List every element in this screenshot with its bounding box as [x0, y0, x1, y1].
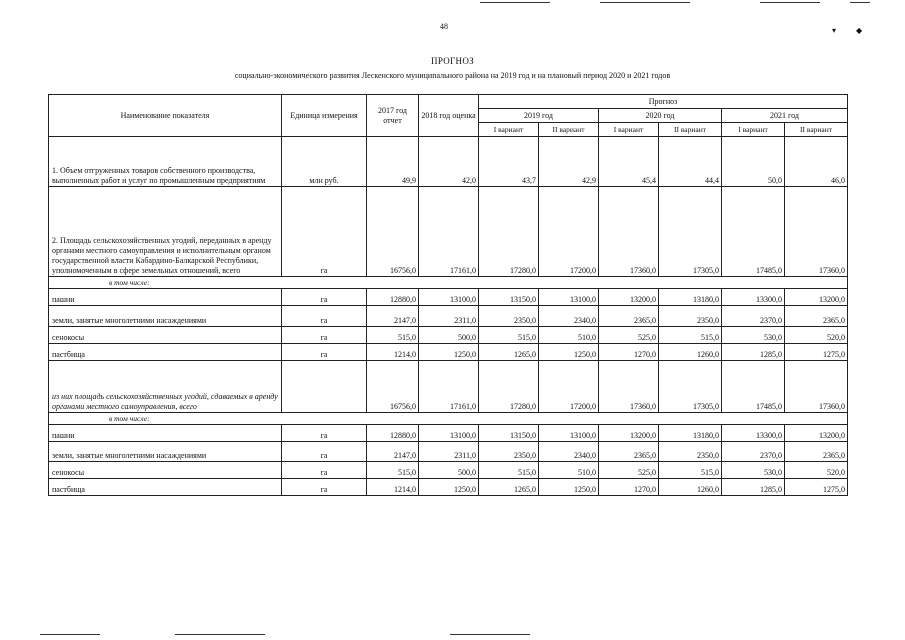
including-label: в том числе: — [49, 413, 848, 425]
header-2020: 2020 год — [599, 109, 722, 123]
header-2019: 2019 год — [479, 109, 599, 123]
indicator-unit: га — [282, 327, 367, 344]
value-cell: 13300,0 — [722, 425, 785, 442]
forecast-table — [48, 94, 848, 496]
table-row — [49, 344, 848, 361]
value-cell: 525,0 — [599, 327, 659, 344]
value-cell: 525,0 — [599, 462, 659, 479]
value-cell: 13150,0 — [479, 289, 539, 306]
scan-mark: ▾ — [832, 26, 837, 35]
value-cell: 1260,0 — [659, 344, 722, 361]
value-cell: 500,0 — [419, 327, 479, 344]
value-cell: 500,0 — [419, 462, 479, 479]
header-variant-2: II вариант — [539, 123, 599, 137]
value-cell: 2147,0 — [367, 306, 419, 327]
value-cell: 17360,0 — [785, 361, 848, 413]
value-cell: 515,0 — [659, 462, 722, 479]
value-cell: 45,4 — [599, 137, 659, 187]
value-cell: 13180,0 — [659, 289, 722, 306]
value-cell: 2147,0 — [367, 442, 419, 462]
indicator-unit: млн руб. — [282, 137, 367, 187]
indicator-name: земли, занятые многолетними насаждениями — [49, 306, 282, 327]
value-cell: 1250,0 — [539, 479, 599, 496]
indicator-name: пашни — [49, 289, 282, 306]
header-2018: 2018 год оценка — [419, 95, 479, 137]
value-cell: 17305,0 — [659, 361, 722, 413]
indicator-unit: га — [282, 462, 367, 479]
value-cell: 2311,0 — [419, 306, 479, 327]
value-cell: 1270,0 — [599, 479, 659, 496]
value-cell: 44,4 — [659, 137, 722, 187]
value-cell: 515,0 — [367, 327, 419, 344]
indicator-unit: га — [282, 187, 367, 277]
indicator-name: сенокосы — [49, 327, 282, 344]
indicator-unit: га — [282, 289, 367, 306]
value-cell: 515,0 — [367, 462, 419, 479]
table-row — [49, 327, 848, 344]
scan-edge-line — [760, 2, 820, 3]
value-cell: 520,0 — [785, 462, 848, 479]
scan-edge-line — [850, 2, 870, 3]
value-cell: 17485,0 — [722, 187, 785, 277]
value-cell: 2340,0 — [539, 442, 599, 462]
indicator-name: пашни — [49, 425, 282, 442]
value-cell: 1285,0 — [722, 479, 785, 496]
scan-edge-line — [600, 2, 690, 3]
header-2017: 2017 год отчет — [367, 95, 419, 137]
indicator-name: 1. Объем отгруженных товаров собственного производства, выполненных работ и услуг по промышленным предприятиям — [49, 137, 282, 187]
header-forecast: Прогноз — [479, 95, 848, 109]
including-label: в том числе: — [49, 277, 848, 289]
value-cell: 2350,0 — [479, 442, 539, 462]
header-2021: 2021 год — [722, 109, 848, 123]
header-variant-2: II вариант — [785, 123, 848, 137]
value-cell: 2365,0 — [785, 306, 848, 327]
value-cell: 1250,0 — [539, 344, 599, 361]
scan-mark: ◆ — [856, 26, 863, 35]
indicator-unit: га — [282, 306, 367, 327]
header-variant-1: I вариант — [722, 123, 785, 137]
header-variant-1: I вариант — [479, 123, 539, 137]
value-cell: 1214,0 — [367, 479, 419, 496]
value-cell: 515,0 — [659, 327, 722, 344]
value-cell: 17200,0 — [539, 187, 599, 277]
value-cell: 2340,0 — [539, 306, 599, 327]
indicator-name: пастбища — [49, 479, 282, 496]
value-cell: 46,0 — [785, 137, 848, 187]
value-cell: 2365,0 — [599, 442, 659, 462]
value-cell: 16756,0 — [367, 361, 419, 413]
value-cell: 13200,0 — [599, 289, 659, 306]
value-cell: 1265,0 — [479, 479, 539, 496]
value-cell: 13150,0 — [479, 425, 539, 442]
header-variant-1: I вариант — [599, 123, 659, 137]
value-cell: 2350,0 — [659, 306, 722, 327]
value-cell: 13100,0 — [539, 289, 599, 306]
value-cell: 520,0 — [785, 327, 848, 344]
table-row — [49, 425, 848, 442]
value-cell: 17280,0 — [479, 187, 539, 277]
value-cell: 13100,0 — [539, 425, 599, 442]
indicator-name: пастбища — [49, 344, 282, 361]
scan-edge-line — [450, 634, 530, 635]
value-cell: 13180,0 — [659, 425, 722, 442]
value-cell: 17280,0 — [479, 361, 539, 413]
value-cell: 2350,0 — [659, 442, 722, 462]
value-cell: 2365,0 — [599, 306, 659, 327]
value-cell: 43,7 — [479, 137, 539, 187]
page-number: 48 — [440, 22, 448, 31]
value-cell: 17360,0 — [785, 187, 848, 277]
table-row — [49, 306, 848, 327]
value-cell: 17360,0 — [599, 361, 659, 413]
value-cell: 2311,0 — [419, 442, 479, 462]
indicator-name: 2. Площадь сельскохозяйственных угодий, переданных в аренду органами местного самоуправления и исполнительным органом государственной власти Кабардино-Балкарской Республики, уполномоченным в сфере земельных отношений, всего — [49, 187, 282, 277]
value-cell: 17200,0 — [539, 361, 599, 413]
header-variant-2: II вариант — [659, 123, 722, 137]
value-cell: 12880,0 — [367, 289, 419, 306]
table-row — [49, 462, 848, 479]
indicator-name: сенокосы — [49, 462, 282, 479]
value-cell: 49,9 — [367, 137, 419, 187]
indicator-unit: га — [282, 479, 367, 496]
value-cell: 510,0 — [539, 462, 599, 479]
value-cell: 1275,0 — [785, 479, 848, 496]
indicator-unit — [282, 361, 367, 413]
value-cell: 1250,0 — [419, 344, 479, 361]
value-cell: 13100,0 — [419, 425, 479, 442]
value-cell: 13100,0 — [419, 289, 479, 306]
value-cell: 13200,0 — [785, 289, 848, 306]
header-name: Наименование показателя — [49, 95, 282, 137]
scan-edge-line — [40, 634, 100, 635]
indicator-name: земли, занятые многолетними насаждениями — [49, 442, 282, 462]
value-cell: 42,0 — [419, 137, 479, 187]
value-cell: 17305,0 — [659, 187, 722, 277]
value-cell: 515,0 — [479, 462, 539, 479]
indicator-name: из них площадь сельскохозяйственных угодий, сдаваемых в аренду органами местного самоуправления, всего — [49, 361, 282, 413]
value-cell: 2365,0 — [785, 442, 848, 462]
value-cell: 1265,0 — [479, 344, 539, 361]
value-cell: 13300,0 — [722, 289, 785, 306]
indicator-unit: га — [282, 425, 367, 442]
value-cell: 12880,0 — [367, 425, 419, 442]
value-cell: 17161,0 — [419, 361, 479, 413]
value-cell: 13200,0 — [599, 425, 659, 442]
value-cell: 2370,0 — [722, 442, 785, 462]
value-cell: 13200,0 — [785, 425, 848, 442]
indicator-unit: га — [282, 344, 367, 361]
table-row — [49, 442, 848, 462]
value-cell: 42,9 — [539, 137, 599, 187]
value-cell: 2350,0 — [479, 306, 539, 327]
value-cell: 1260,0 — [659, 479, 722, 496]
table-row — [49, 187, 848, 277]
value-cell: 17360,0 — [599, 187, 659, 277]
value-cell: 1214,0 — [367, 344, 419, 361]
table-row — [49, 289, 848, 306]
value-cell: 17485,0 — [722, 361, 785, 413]
value-cell: 1270,0 — [599, 344, 659, 361]
document-title: ПРОГНОЗ — [431, 56, 474, 66]
value-cell: 2370,0 — [722, 306, 785, 327]
table-row — [49, 137, 848, 187]
document-subtitle: социально-экономического развития Лескенского муниципального района на 2019 год и на плановый период 2020 и 2021 годов — [234, 71, 671, 80]
value-cell: 1275,0 — [785, 344, 848, 361]
table-row — [49, 479, 848, 496]
scan-edge-line — [480, 2, 550, 3]
scan-edge-line — [175, 634, 265, 635]
value-cell: 530,0 — [722, 327, 785, 344]
value-cell: 510,0 — [539, 327, 599, 344]
header-unit: Единица измерения — [282, 95, 367, 137]
indicator-unit: га — [282, 442, 367, 462]
value-cell: 530,0 — [722, 462, 785, 479]
section-row — [49, 277, 848, 289]
value-cell: 17161,0 — [419, 187, 479, 277]
value-cell: 1250,0 — [419, 479, 479, 496]
value-cell: 50,0 — [722, 137, 785, 187]
table-row — [49, 361, 848, 413]
section-row — [49, 413, 848, 425]
value-cell: 515,0 — [479, 327, 539, 344]
value-cell: 1285,0 — [722, 344, 785, 361]
value-cell: 16756,0 — [367, 187, 419, 277]
